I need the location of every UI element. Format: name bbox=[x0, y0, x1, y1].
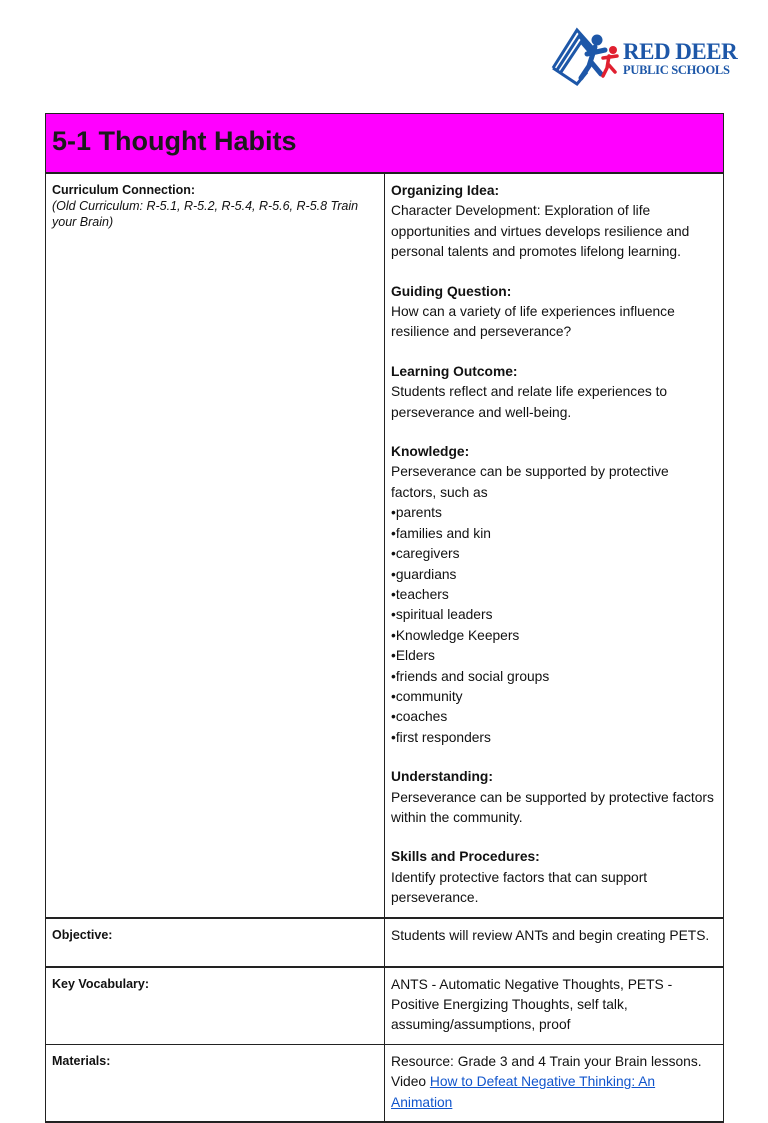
book-figure-icon bbox=[551, 26, 623, 88]
guiding-question-heading: Guiding Question: bbox=[391, 283, 512, 299]
skills-section bbox=[391, 847, 717, 908]
organizing-idea-heading: Organizing Idea: bbox=[391, 183, 500, 198]
curriculum-content-cell bbox=[385, 173, 724, 918]
list-item: • community bbox=[391, 687, 717, 707]
logo-name-line2: PUBLIC SCHOOLS bbox=[623, 63, 730, 77]
materials-content-cell bbox=[385, 1044, 724, 1122]
understanding-heading: Understanding: bbox=[391, 769, 493, 785]
list-item: • Knowledge Keepers bbox=[391, 626, 717, 646]
list-item: • teachers bbox=[391, 585, 717, 605]
curriculum-row bbox=[46, 173, 724, 918]
vocabulary-row bbox=[46, 967, 724, 1045]
vocabulary-label: Key Vocabulary: bbox=[46, 967, 385, 1045]
video-link[interactable]: How to Defeat Negative Thinking: An Animation bbox=[391, 1074, 656, 1110]
organizing-idea-section bbox=[391, 181, 717, 263]
guiding-question-text: How can a variety of life experiences influence resilience and perseverance? bbox=[391, 304, 675, 340]
knowledge-heading: Knowledge: bbox=[391, 444, 470, 460]
list-item: • first responders bbox=[391, 728, 717, 748]
list-item: • families and kin bbox=[391, 524, 717, 544]
curriculum-label-cell bbox=[46, 173, 385, 918]
materials-resource: Resource: Grade 3 and 4 Train your Brain lessons. bbox=[391, 1053, 702, 1069]
guiding-question-section bbox=[391, 282, 717, 343]
list-item: • spiritual leaders bbox=[391, 605, 717, 625]
curriculum-label: Curriculum Connection: bbox=[52, 183, 196, 197]
video-prefix: Video bbox=[391, 1074, 430, 1090]
knowledge-intro: Perseverance can be supported by protective factors, such as bbox=[391, 464, 669, 500]
objective-row bbox=[46, 918, 724, 967]
list-item: • friends and social groups bbox=[391, 667, 717, 687]
school-logo bbox=[551, 26, 738, 88]
objective-text: Students will review ANTs and begin creating PETS. bbox=[385, 918, 724, 967]
objective-label: Objective: bbox=[46, 918, 385, 967]
organizing-idea-text: Character Development: Exploration of life opportunities and virtues develops resilience and personal talents and promotes lifelong learning. bbox=[391, 203, 690, 260]
lesson-plan-table bbox=[45, 113, 724, 1123]
old-curriculum-note: (Old Curriculum: R-5.1, R-5.2, R-5.4, R-5.6, R-5.8 Train your Brain) bbox=[52, 199, 359, 229]
learning-outcome-heading: Learning Outcome: bbox=[391, 363, 518, 379]
skills-heading: Skills and Procedures: bbox=[391, 849, 540, 865]
learning-outcome-text: Students reflect and relate life experiences to perseverance and well-being. bbox=[391, 384, 668, 420]
list-item: • guardians bbox=[391, 565, 717, 585]
vocabulary-text: ANTS - Automatic Negative Thoughts, PETS - Positive Energizing Thoughts, self talk, assuming/assumptions, proof bbox=[385, 967, 724, 1045]
logo-name-line1: RED DEER bbox=[623, 39, 738, 64]
skills-text: Identify protective factors that can support perseverance. bbox=[391, 869, 648, 906]
list-item: • coaches bbox=[391, 707, 717, 727]
list-item: • caregivers bbox=[391, 544, 717, 564]
lesson-title: 5-1 Thought Habits bbox=[46, 114, 724, 174]
title-row bbox=[46, 114, 724, 174]
list-item: • parents bbox=[391, 503, 717, 523]
knowledge-section bbox=[391, 442, 717, 748]
materials-video-line bbox=[391, 1072, 717, 1113]
understanding-section bbox=[391, 767, 717, 828]
understanding-text: Perseverance can be supported by protective factors within the community. bbox=[391, 789, 714, 825]
learning-outcome-section bbox=[391, 362, 717, 423]
list-item: • Elders bbox=[391, 646, 717, 666]
materials-row bbox=[46, 1044, 724, 1122]
materials-label: Materials: bbox=[46, 1044, 385, 1122]
